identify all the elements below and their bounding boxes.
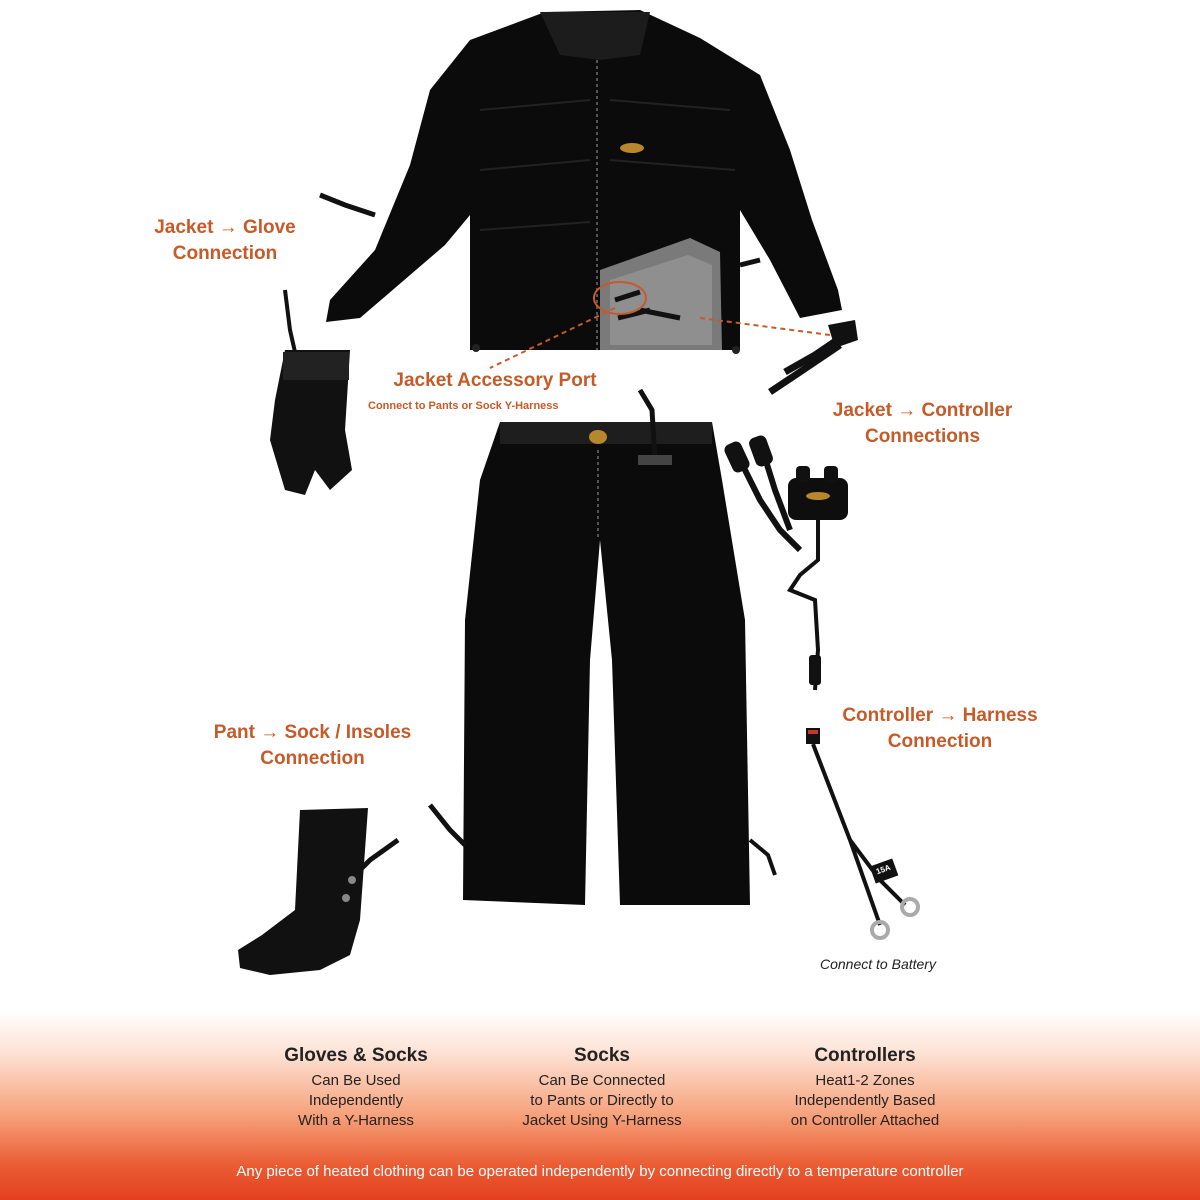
label-accessory-port: Jacket Accessory Port [393,370,597,391]
footer-note: Any piece of heated clothing can be operated independently by connecting directly to a temperature controller [236,1163,964,1180]
label-jacket-controller: Jacket → Controller Connections [832,400,1013,447]
info-socks: Socks Can Be Connected to Pants or Directly to Jacket Using Y-Harness [522,1045,682,1129]
info-controllers: Controllers Heat1-2 Zones Independently Based on Controller Attached [790,1045,940,1129]
label-pant-sock: Pant → Sock / Insoles Connection [213,722,412,769]
battery-harness [806,728,918,938]
fuse-label: 15A [874,862,892,877]
sock [238,808,398,975]
glove [270,290,352,495]
label-battery: Connect to Battery [820,956,936,972]
pants [430,390,775,905]
label-jacket-glove: Jacket → Glove Connection [154,217,296,264]
info-gloves-socks: Gloves & Socks Can Be Used Independently With a Y-Harness [284,1045,428,1129]
label-accessory-port-sub: Connect to Pants or Sock Y-Harness [368,400,559,412]
jacket-y-cable [770,320,858,392]
jacket [320,10,842,354]
label-controller-harness: Controller → Harness Connection [842,705,1038,752]
